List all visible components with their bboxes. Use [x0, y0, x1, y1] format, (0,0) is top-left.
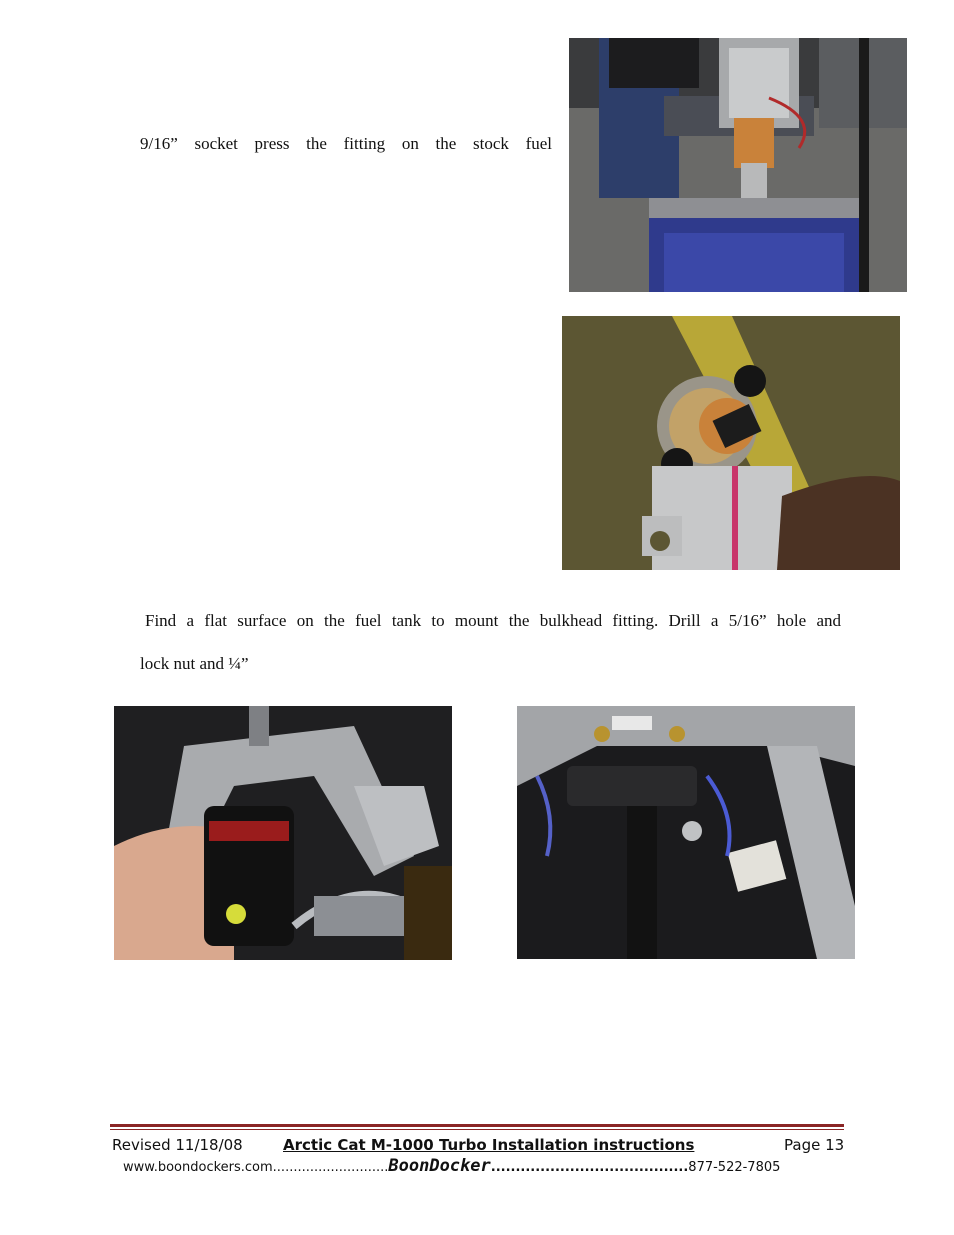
footer-dots-right: ........................................ — [490, 1160, 689, 1175]
footer-document-title: Arctic Cat M-1000 Turbo Installation instructions — [283, 1136, 695, 1154]
footer-brand: BoonDocker — [388, 1156, 491, 1176]
instruction-text-drill-cont: lock nut and ¼” — [140, 654, 249, 673]
footer-contact-line — [123, 1156, 780, 1176]
instruction-text-socket: 9/16” socket press the fitting on the stock fuel — [140, 134, 552, 153]
instruction-text-drill: Find a flat surface on the fuel tank to mount the bulkhead fitting. Drill a 5/16” hole and — [145, 611, 841, 630]
photo-bulkhead-mounted — [517, 706, 855, 959]
photo-vise-press-fitting — [569, 38, 907, 292]
photo-fitting-closeup — [562, 316, 900, 570]
footer-page-number: Page 13 — [784, 1136, 845, 1154]
footer-dots-left: ............................ — [272, 1160, 389, 1175]
footer-phone: 877-522-7805 — [688, 1160, 781, 1175]
footer-revised-date: Revised 11/18/08 — [112, 1136, 243, 1154]
footer-website[interactable]: www.boondockers.com — [123, 1160, 273, 1175]
photo-drilling-tank — [114, 706, 452, 960]
footer-rule — [110, 1124, 844, 1127]
footer-rule-thin — [110, 1129, 844, 1130]
